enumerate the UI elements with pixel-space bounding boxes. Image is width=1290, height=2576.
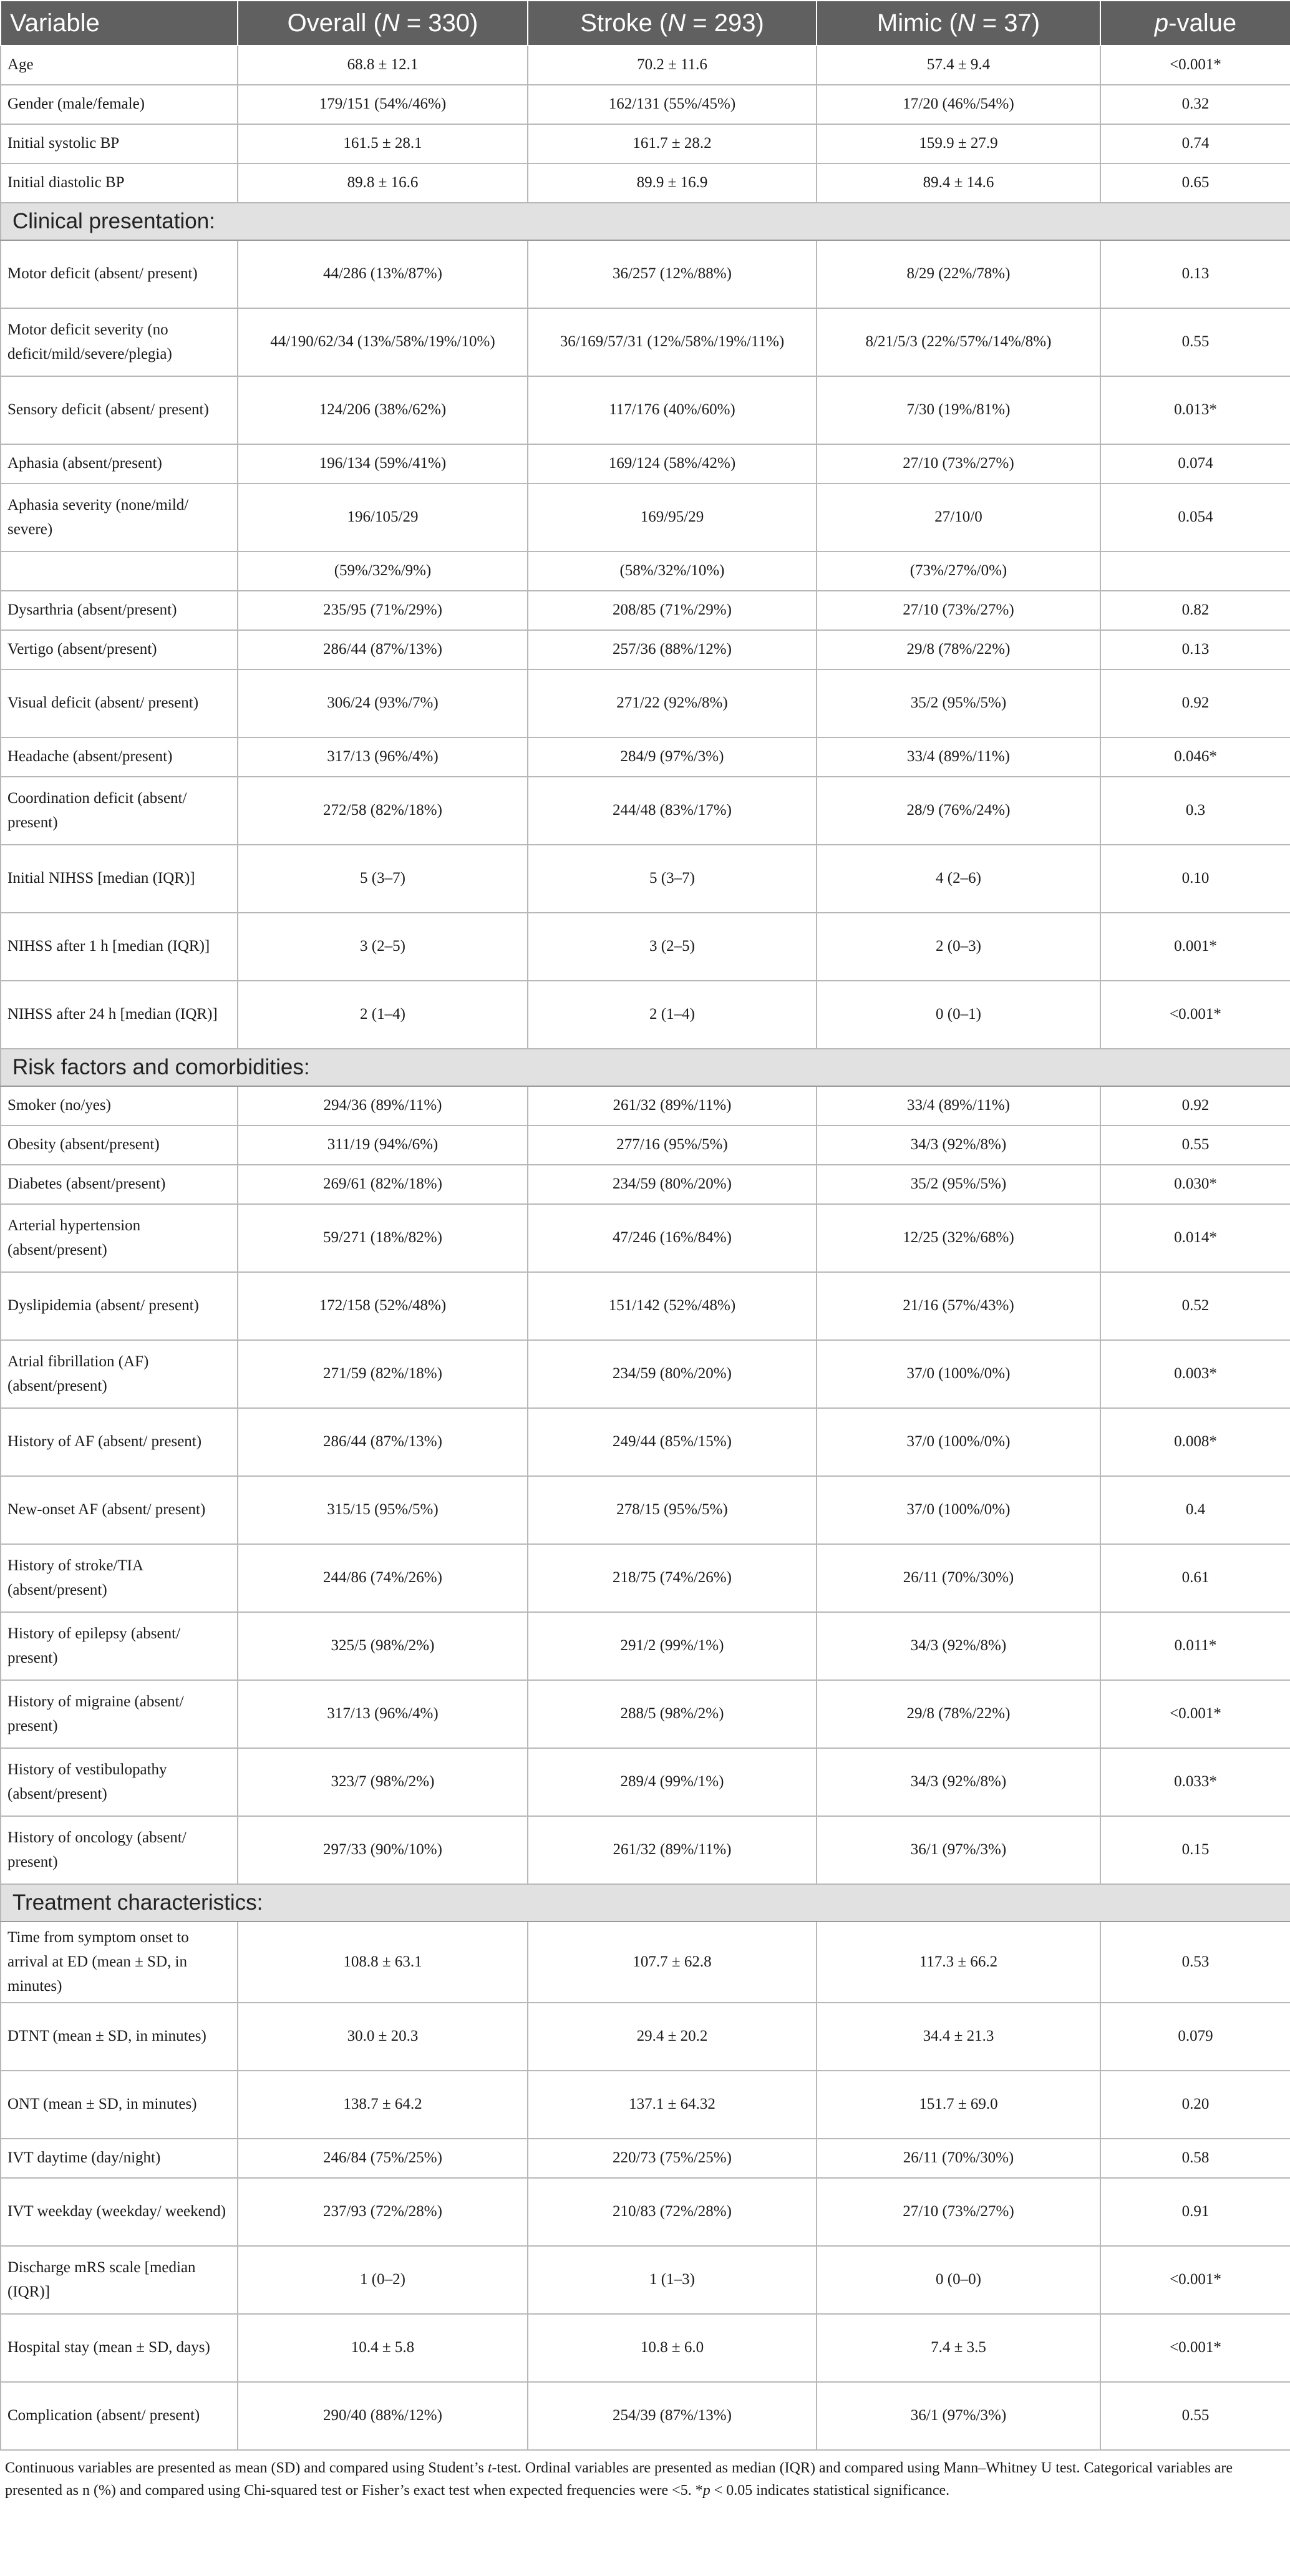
cell-p-value: 0.014* <box>1100 1204 1290 1272</box>
cell-stroke: 169/95/29 <box>528 484 817 552</box>
cell-p-value: 0.3 <box>1100 777 1290 845</box>
table-row <box>1 484 1290 552</box>
table-row <box>1 1544 1290 1612</box>
cell-p-value: 0.011* <box>1100 1612 1290 1680</box>
cell-variable: Motor deficit (absent/ present) <box>1 240 238 308</box>
section-title: Treatment characteristics: <box>1 1884 1290 1922</box>
cell-stroke: 36/169/57/31 (12%/58%/19%/11%) <box>528 308 817 376</box>
table-row <box>1 308 1290 376</box>
cell-p-value: 0.074 <box>1100 444 1290 484</box>
cell-variable: Vertigo (absent/present) <box>1 630 238 669</box>
cell-mimic: 7/30 (19%/81%) <box>817 376 1100 444</box>
cell-stroke: 2 (1–4) <box>528 981 817 1049</box>
cell-stroke: 3 (2–5) <box>528 913 817 981</box>
cell-overall: 124/206 (38%/62%) <box>238 376 528 444</box>
cell-overall: 315/15 (95%/5%) <box>238 1476 528 1544</box>
cell-mimic: 27/10 (73%/27%) <box>817 444 1100 484</box>
cell-p-value: 0.74 <box>1100 124 1290 163</box>
cell-overall: 286/44 (87%/13%) <box>238 630 528 669</box>
cell-variable: IVT weekday (weekday/ weekend) <box>1 2178 238 2246</box>
cell-overall: 317/13 (96%/4%) <box>238 737 528 777</box>
cell-overall: 179/151 (54%/46%) <box>238 85 528 124</box>
cell-variable: NIHSS after 1 h [median (IQR)] <box>1 913 238 981</box>
cell-variable: Aphasia severity (none/mild/ severe) <box>1 484 238 552</box>
table-row <box>1 46 1290 85</box>
cell-overall: 286/44 (87%/13%) <box>238 1408 528 1476</box>
cell-p-value: 0.13 <box>1100 630 1290 669</box>
cell-stroke: (58%/32%/10%) <box>528 552 817 591</box>
cell-p-value: 0.82 <box>1100 591 1290 630</box>
cell-p-value: 0.15 <box>1100 1816 1290 1884</box>
cell-variable: History of oncology (absent/ present) <box>1 1816 238 1884</box>
cell-variable: Dyslipidemia (absent/ present) <box>1 1272 238 1340</box>
cell-p-value: <0.001* <box>1100 981 1290 1049</box>
table-row <box>1 1125 1290 1165</box>
cell-p-value: 0.55 <box>1100 1125 1290 1165</box>
cell-p-value: 0.008* <box>1100 1408 1290 1476</box>
cell-p-value: 0.55 <box>1100 308 1290 376</box>
cell-mimic: 57.4 ± 9.4 <box>817 46 1100 85</box>
cell-overall: 2 (1–4) <box>238 981 528 1049</box>
cell-p-value: <0.001* <box>1100 2314 1290 2382</box>
cell-p-value: 0.20 <box>1100 2071 1290 2139</box>
table-row <box>1 2139 1290 2178</box>
cell-overall: 59/271 (18%/82%) <box>238 1204 528 1272</box>
cell-overall: 317/13 (96%/4%) <box>238 1680 528 1748</box>
section-header-row <box>1 1884 1290 1922</box>
cell-overall: 290/40 (88%/12%) <box>238 2382 528 2450</box>
cell-variable: History of migraine (absent/ present) <box>1 1680 238 1748</box>
cell-mimic: 35/2 (95%/5%) <box>817 669 1100 737</box>
cell-variable: Sensory deficit (absent/ present) <box>1 376 238 444</box>
cell-mimic: 34.4 ± 21.3 <box>817 2003 1100 2071</box>
cell-mimic: 37/0 (100%/0%) <box>817 1340 1100 1408</box>
cell-stroke: 234/59 (80%/20%) <box>528 1165 817 1204</box>
cell-variable: Initial NIHSS [median (IQR)] <box>1 845 238 913</box>
cell-stroke: 169/124 (58%/42%) <box>528 444 817 484</box>
cell-variable: Motor deficit severity (no deficit/mild/severe/plegia) <box>1 308 238 376</box>
cell-mimic: 27/10 (73%/27%) <box>817 2178 1100 2246</box>
cell-stroke: 284/9 (97%/3%) <box>528 737 817 777</box>
table-row <box>1 376 1290 444</box>
cell-mimic: 89.4 ± 14.6 <box>817 163 1100 203</box>
cell-stroke: 289/4 (99%/1%) <box>528 1748 817 1816</box>
cell-p-value: 0.001* <box>1100 913 1290 981</box>
cell-stroke: 151/142 (52%/48%) <box>528 1272 817 1340</box>
section-title: Clinical presentation: <box>1 203 1290 240</box>
table-row <box>1 2003 1290 2071</box>
cell-mimic: (73%/27%/0%) <box>817 552 1100 591</box>
cell-p-value: 0.52 <box>1100 1272 1290 1340</box>
table-row <box>1 981 1290 1049</box>
cell-variable: IVT daytime (day/night) <box>1 2139 238 2178</box>
table-row <box>1 2382 1290 2450</box>
table-row <box>1 85 1290 124</box>
cell-variable: Headache (absent/present) <box>1 737 238 777</box>
cell-overall: 138.7 ± 64.2 <box>238 2071 528 2139</box>
cell-stroke: 70.2 ± 11.6 <box>528 46 817 85</box>
cell-overall: 246/84 (75%/25%) <box>238 2139 528 2178</box>
cell-variable: Initial systolic BP <box>1 124 238 163</box>
table-row <box>1 913 1290 981</box>
cell-overall: 44/286 (13%/87%) <box>238 240 528 308</box>
cell-p-value: 0.046* <box>1100 737 1290 777</box>
table-row <box>1 2246 1290 2314</box>
cell-p-value <box>1100 552 1290 591</box>
cell-variable: Complication (absent/ present) <box>1 2382 238 2450</box>
table-row <box>1 1612 1290 1680</box>
cell-overall: 161.5 ± 28.1 <box>238 124 528 163</box>
cell-variable: History of epilepsy (absent/ present) <box>1 1612 238 1680</box>
cell-variable: Smoker (no/yes) <box>1 1086 238 1125</box>
cell-stroke: 261/32 (89%/11%) <box>528 1086 817 1125</box>
header-variable: Variable <box>1 1 238 46</box>
cell-p-value: 0.65 <box>1100 163 1290 203</box>
section-title: Risk factors and comorbidities: <box>1 1049 1290 1086</box>
cell-p-value: 0.10 <box>1100 845 1290 913</box>
table-row <box>1 240 1290 308</box>
table-row <box>1 1086 1290 1125</box>
cell-mimic: 35/2 (95%/5%) <box>817 1165 1100 1204</box>
cell-p-value: 0.32 <box>1100 85 1290 124</box>
table-row <box>1 444 1290 484</box>
table-row <box>1 777 1290 845</box>
cell-mimic: 37/0 (100%/0%) <box>817 1476 1100 1544</box>
cell-variable: Gender (male/female) <box>1 85 238 124</box>
cell-mimic: 151.7 ± 69.0 <box>817 2071 1100 2139</box>
table-row <box>1 1748 1290 1816</box>
table-row <box>1 1922 1290 2003</box>
cell-mimic: 33/4 (89%/11%) <box>817 737 1100 777</box>
cell-variable: ONT (mean ± SD, in minutes) <box>1 2071 238 2139</box>
cell-p-value: 0.4 <box>1100 1476 1290 1544</box>
cell-mimic: 12/25 (32%/68%) <box>817 1204 1100 1272</box>
cell-variable: History of vestibulopathy (absent/present) <box>1 1748 238 1816</box>
cell-stroke: 137.1 ± 64.32 <box>528 2071 817 2139</box>
cell-variable: Discharge mRS scale [median (IQR)] <box>1 2246 238 2314</box>
cell-stroke: 257/36 (88%/12%) <box>528 630 817 669</box>
cell-stroke: 29.4 ± 20.2 <box>528 2003 817 2071</box>
cell-stroke: 244/48 (83%/17%) <box>528 777 817 845</box>
cell-mimic: 21/16 (57%/43%) <box>817 1272 1100 1340</box>
cell-variable: New-onset AF (absent/ present) <box>1 1476 238 1544</box>
cell-stroke: 208/85 (71%/29%) <box>528 591 817 630</box>
table-row <box>1 2071 1290 2139</box>
cell-overall: 244/86 (74%/26%) <box>238 1544 528 1612</box>
table-row <box>1 124 1290 163</box>
table-row <box>1 163 1290 203</box>
cell-overall: 294/36 (89%/11%) <box>238 1086 528 1125</box>
cell-mimic: 2 (0–3) <box>817 913 1100 981</box>
cell-overall: 172/158 (52%/48%) <box>238 1272 528 1340</box>
cell-overall: 237/93 (72%/28%) <box>238 2178 528 2246</box>
cell-mimic: 8/21/5/3 (22%/57%/14%/8%) <box>817 308 1100 376</box>
cell-mimic: 36/1 (97%/3%) <box>817 1816 1100 1884</box>
cell-variable: Arterial hypertension (absent/present) <box>1 1204 238 1272</box>
cell-p-value: 0.91 <box>1100 2178 1290 2246</box>
table-row <box>1 1272 1290 1340</box>
table-row <box>1 845 1290 913</box>
table-row <box>1 2178 1290 2246</box>
cell-mimic: 29/8 (78%/22%) <box>817 1680 1100 1748</box>
cell-p-value: 0.079 <box>1100 2003 1290 2071</box>
cell-overall: 30.0 ± 20.3 <box>238 2003 528 2071</box>
cell-variable: Initial diastolic BP <box>1 163 238 203</box>
table-row <box>1 669 1290 737</box>
cell-p-value: 0.13 <box>1100 240 1290 308</box>
cell-variable: Hospital stay (mean ± SD, days) <box>1 2314 238 2382</box>
header-p-value: p-value <box>1100 1 1290 46</box>
table-row <box>1 1204 1290 1272</box>
cell-mimic: 34/3 (92%/8%) <box>817 1612 1100 1680</box>
cell-overall: (59%/32%/9%) <box>238 552 528 591</box>
cell-mimic: 0 (0–1) <box>817 981 1100 1049</box>
cell-p-value: <0.001* <box>1100 1680 1290 1748</box>
cell-p-value: 0.030* <box>1100 1165 1290 1204</box>
cell-stroke: 261/32 (89%/11%) <box>528 1816 817 1884</box>
cell-stroke: 277/16 (95%/5%) <box>528 1125 817 1165</box>
cell-stroke: 1 (1–3) <box>528 2246 817 2314</box>
cell-mimic: 7.4 ± 3.5 <box>817 2314 1100 2382</box>
cell-variable: NIHSS after 24 h [median (IQR)] <box>1 981 238 1049</box>
table-row <box>1 2314 1290 2382</box>
cell-mimic: 34/3 (92%/8%) <box>817 1748 1100 1816</box>
table-row <box>1 1340 1290 1408</box>
cell-mimic: 117.3 ± 66.2 <box>817 1922 1100 2003</box>
cell-stroke: 10.8 ± 6.0 <box>528 2314 817 2382</box>
cell-stroke: 162/131 (55%/45%) <box>528 85 817 124</box>
cell-stroke: 218/75 (74%/26%) <box>528 1544 817 1612</box>
cell-mimic: 34/3 (92%/8%) <box>817 1125 1100 1165</box>
cell-p-value: <0.001* <box>1100 46 1290 85</box>
cell-variable: Coordination deficit (absent/ present) <box>1 777 238 845</box>
cell-mimic: 8/29 (22%/78%) <box>817 240 1100 308</box>
cell-overall: 3 (2–5) <box>238 913 528 981</box>
cell-stroke: 249/44 (85%/15%) <box>528 1408 817 1476</box>
cell-mimic: 26/11 (70%/30%) <box>817 2139 1100 2178</box>
cell-mimic: 27/10/0 <box>817 484 1100 552</box>
cell-p-value: 0.92 <box>1100 669 1290 737</box>
cell-stroke: 271/22 (92%/8%) <box>528 669 817 737</box>
cell-mimic: 36/1 (97%/3%) <box>817 2382 1100 2450</box>
cell-p-value: 0.054 <box>1100 484 1290 552</box>
cell-overall: 1 (0–2) <box>238 2246 528 2314</box>
cell-overall: 323/7 (98%/2%) <box>238 1748 528 1816</box>
cell-variable: Diabetes (absent/present) <box>1 1165 238 1204</box>
header-mimic: Mimic (N = 37) <box>817 1 1100 46</box>
cell-overall: 297/33 (90%/10%) <box>238 1816 528 1884</box>
cell-overall: 89.8 ± 16.6 <box>238 163 528 203</box>
cell-overall: 306/24 (93%/7%) <box>238 669 528 737</box>
table-row <box>1 591 1290 630</box>
cell-variable: Aphasia (absent/present) <box>1 444 238 484</box>
cell-mimic: 26/11 (70%/30%) <box>817 1544 1100 1612</box>
cell-variable: Age <box>1 46 238 85</box>
cell-overall: 272/58 (82%/18%) <box>238 777 528 845</box>
cell-overall: 271/59 (82%/18%) <box>238 1340 528 1408</box>
cell-overall: 10.4 ± 5.8 <box>238 2314 528 2382</box>
cell-variable: DTNT (mean ± SD, in minutes) <box>1 2003 238 2071</box>
table-row <box>1 1408 1290 1476</box>
table-row <box>1 1816 1290 1884</box>
cell-p-value: 0.92 <box>1100 1086 1290 1125</box>
cell-overall: 311/19 (94%/6%) <box>238 1125 528 1165</box>
table-footnote: Continuous variables are presented as mean (SD) and compared using Student’s t-test. Ordinal variables are presented as median (IQR) and compared using Mann–Whitney U test. Categorical variables are presented as n (%) and compared using Chi-squared test or Fisher’s exact test when expected frequencies were <5. *p < 0.05 indicates statistical significance. <box>5 2460 1233 2499</box>
cell-overall: 325/5 (98%/2%) <box>238 1612 528 1680</box>
cell-p-value: 0.61 <box>1100 1544 1290 1612</box>
table-row <box>1 1680 1290 1748</box>
section-header-row <box>1 203 1290 240</box>
cell-p-value: <0.001* <box>1100 2246 1290 2314</box>
cell-variable: Visual deficit (absent/ present) <box>1 669 238 737</box>
cell-stroke: 161.7 ± 28.2 <box>528 124 817 163</box>
table-header <box>1 1 1290 46</box>
table-row <box>1 1476 1290 1544</box>
cell-stroke: 254/39 (87%/13%) <box>528 2382 817 2450</box>
table-body <box>1 46 1290 2450</box>
header-overall: Overall (N = 330) <box>238 1 528 46</box>
cell-overall: 196/105/29 <box>238 484 528 552</box>
cell-overall: 68.8 ± 12.1 <box>238 46 528 85</box>
cell-p-value: 0.55 <box>1100 2382 1290 2450</box>
cell-p-value: 0.013* <box>1100 376 1290 444</box>
cell-variable: Dysarthria (absent/present) <box>1 591 238 630</box>
cell-p-value: 0.003* <box>1100 1340 1290 1408</box>
cell-mimic: 17/20 (46%/54%) <box>817 85 1100 124</box>
cell-overall: 44/190/62/34 (13%/58%/19%/10%) <box>238 308 528 376</box>
cell-mimic: 4 (2–6) <box>817 845 1100 913</box>
cell-overall: 5 (3–7) <box>238 845 528 913</box>
cell-p-value: 0.033* <box>1100 1748 1290 1816</box>
cell-mimic: 0 (0–0) <box>817 2246 1100 2314</box>
cell-stroke: 291/2 (99%/1%) <box>528 1612 817 1680</box>
cell-mimic: 29/8 (78%/22%) <box>817 630 1100 669</box>
cell-stroke: 234/59 (80%/20%) <box>528 1340 817 1408</box>
cell-stroke: 210/83 (72%/28%) <box>528 2178 817 2246</box>
cell-stroke: 220/73 (75%/25%) <box>528 2139 817 2178</box>
cell-variable: History of stroke/TIA (absent/present) <box>1 1544 238 1612</box>
cell-p-value: 0.53 <box>1100 1922 1290 2003</box>
section-header-row <box>1 1049 1290 1086</box>
cell-stroke: 89.9 ± 16.9 <box>528 163 817 203</box>
table-row <box>1 552 1290 591</box>
cell-mimic: 37/0 (100%/0%) <box>817 1408 1100 1476</box>
cell-mimic: 159.9 ± 27.9 <box>817 124 1100 163</box>
cell-variable: Obesity (absent/present) <box>1 1125 238 1165</box>
cell-variable: Atrial fibrillation (AF) (absent/present) <box>1 1340 238 1408</box>
cell-mimic: 33/4 (89%/11%) <box>817 1086 1100 1125</box>
header-stroke: Stroke (N = 293) <box>528 1 817 46</box>
header-row <box>1 1 1290 46</box>
table-row <box>1 737 1290 777</box>
cell-overall: 269/61 (82%/18%) <box>238 1165 528 1204</box>
cell-variable: Time from symptom onset to arrival at ED (mean ± SD, in minutes) <box>1 1922 238 2003</box>
cell-variable: History of AF (absent/ present) <box>1 1408 238 1476</box>
cell-p-value: 0.58 <box>1100 2139 1290 2178</box>
cell-stroke: 36/257 (12%/88%) <box>528 240 817 308</box>
cell-overall: 196/134 (59%/41%) <box>238 444 528 484</box>
cell-stroke: 47/246 (16%/84%) <box>528 1204 817 1272</box>
cell-variable <box>1 552 238 591</box>
cell-stroke: 278/15 (95%/5%) <box>528 1476 817 1544</box>
cell-mimic: 28/9 (76%/24%) <box>817 777 1100 845</box>
cell-stroke: 107.7 ± 62.8 <box>528 1922 817 2003</box>
cell-stroke: 288/5 (98%/2%) <box>528 1680 817 1748</box>
table-row <box>1 630 1290 669</box>
cell-stroke: 5 (3–7) <box>528 845 817 913</box>
cell-overall: 108.8 ± 63.1 <box>238 1922 528 2003</box>
cell-mimic: 27/10 (73%/27%) <box>817 591 1100 630</box>
cell-stroke: 117/176 (40%/60%) <box>528 376 817 444</box>
table-row <box>1 1165 1290 1204</box>
cell-overall: 235/95 (71%/29%) <box>238 591 528 630</box>
